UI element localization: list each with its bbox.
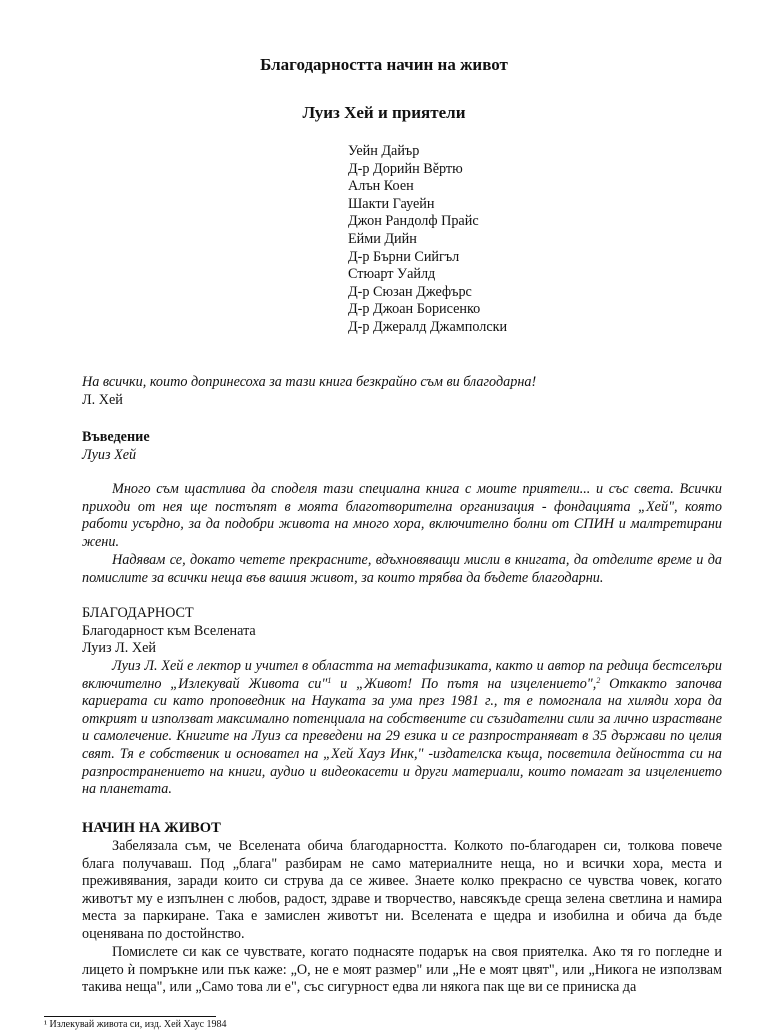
introduction-paragraph-2: Надявам се, докато четете прекрасните, вдъхновяващи мисли в книгата, да отделите време и да помислите за всички неща във вашия живот, за които трябва да бъдете благодарни.: [82, 552, 722, 586]
author-name: Шакти Гауейн: [348, 195, 435, 212]
way-of-life-paragraph-2: Помислете си как се чувствате, когато поднасяте подарък на своя приятелка. Ако тя го погледне и лицето ѝ помръкне или пък каже: „О, не е моят размер" или „Не е моят цвят", или „Никога не използвам такива неща", или „Само това ли е", със сигурност едва ли някога пак ще ви се приниска да: [82, 944, 722, 996]
document-subtitle: Луиз Хей и приятели: [302, 103, 466, 122]
footnote-ref-1: 1: [327, 675, 332, 685]
author-name: Ейми Дийн: [348, 230, 417, 247]
gratitude-author: Луиз Л. Хей: [82, 640, 156, 657]
author-name: Алън Коен: [348, 178, 414, 195]
dedication-text: На всички, които допринесоха за тази книга безкрайно съм ви благодарна!: [82, 374, 537, 390]
gratitude-header: [82, 605, 722, 658]
bio-text-end: Откакто започва кариерата си като проповедник на Науката за ума през 1981 г., тя е помогнала на хиляди хора да открият и използват максимално потенциала на собствените си съзидателни сили за лично израстване и самолечение. Книгите на Луиз са преведени на 29 езика и се разпространяват в 35 държави по целия свят. Тя е собственик и основател на „Хей Хауз Инк," -издателска къща, посветила дейността си на разпространението на книги, аудио и видеокасети и други материали, които помагат за изцелението на планетата.: [82, 675, 723, 798]
dedication-signature: Л. Хей: [82, 391, 123, 408]
author-name: Стюарт Уайлд: [348, 266, 436, 283]
author-list: [348, 143, 507, 337]
bio-text-mid: и „Живот! По пътя на изцелението",: [331, 675, 597, 692]
document-title: Благодарността начин на живот: [260, 55, 508, 74]
author-name: Д-р Джералд Джамполски: [348, 318, 508, 335]
author-name: Джон Рандолф Прайс: [348, 213, 479, 230]
footnote-text: ¹ Излекувай живота си, изд. Хей Хаус 1984: [44, 1019, 227, 1030]
introduction-author: Луиз Хей: [82, 446, 137, 463]
author-name: Д-р Бърни Сийгъл: [348, 248, 460, 265]
author-bio-paragraph: [82, 658, 722, 799]
introduction-paragraph-1: Много съм щастлива да споделя тази специална книга с моите приятели... и със света. Всички приходи от нея ще постъпят в моята благотворителна организация - фондацията „Хей", която работи усърдно, за да подобри живота на много хора, включително болни от СПИН и малтретирани жени.: [82, 481, 722, 550]
way-of-life-paragraph-1: Забелязала съм, че Вселената обича благодарността. Колкото по-благодарен си, толкова повече блага получаваш. Под „блага" разбирам не само материалните неща, но и всички хора, места и преживявания, заради които си струва да се живее. Знаете колко прекрасно се чувства човек, когато животът му е изпълнен с любов, радост, здраве и творчество, навсякъде среща зелена светлина и намира места за паркиране. Така е замислен животът ни. Вселената е щедра и изобилна и обича да бъде оценявана по достойнство.: [82, 838, 722, 942]
author-name: Д-р Сюзан Джефърс: [348, 283, 472, 300]
footnote-ref-2: 2: [596, 675, 601, 685]
way-of-life-heading: НАЧИН НА ЖИВОТ: [82, 820, 221, 836]
author-name: Д-р Дорийн Вěртю: [348, 160, 463, 177]
introduction-header: [82, 429, 722, 464]
dedication: [82, 374, 722, 409]
bio-text-start: Луиз Л. Хей е лектор и учител в областта на метафизиката, както и автор па редица бестселъри включително „Излекувай Живота си": [82, 658, 722, 692]
introduction-heading: Въведение: [82, 429, 150, 445]
gratitude-subheading: Благодарност към Вселената: [82, 622, 256, 639]
gratitude-heading: БЛАГОДАРНОСТ: [82, 605, 194, 621]
author-name: Уейн Дайър: [348, 143, 420, 159]
author-name: Д-р Джоан Борисенко: [348, 301, 481, 318]
footnote-divider: [44, 1016, 216, 1017]
